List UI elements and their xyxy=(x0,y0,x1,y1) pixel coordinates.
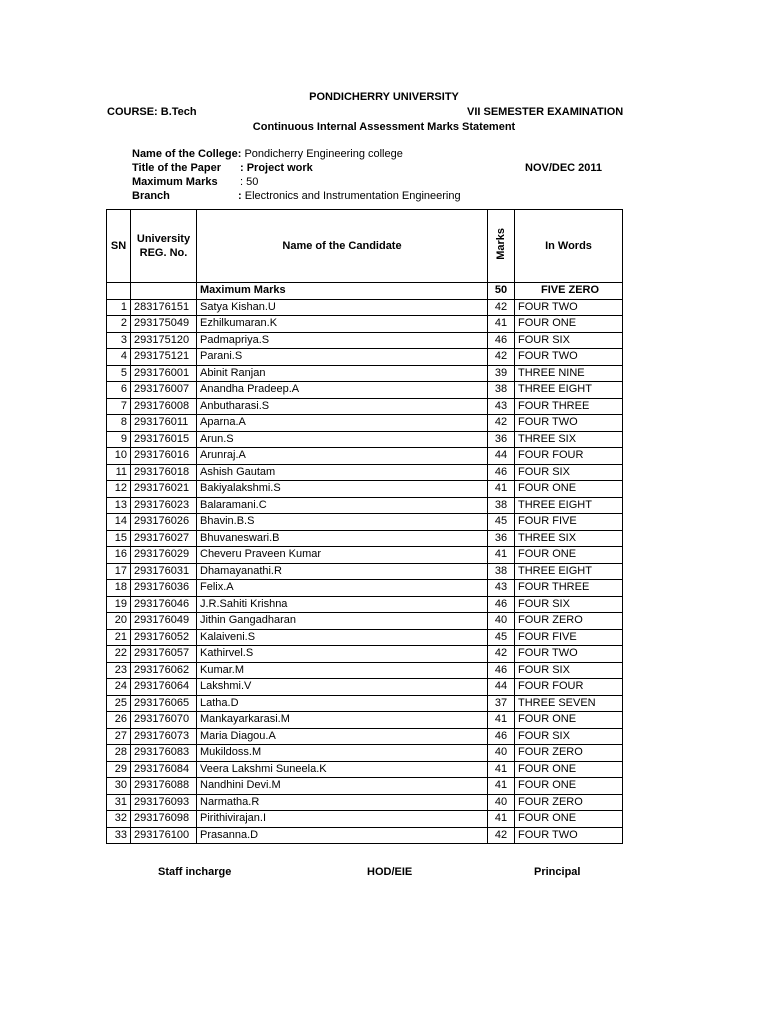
reg-no-cell: 293176088 xyxy=(131,778,197,795)
sn-cell: 10 xyxy=(107,448,131,465)
marks-in-words-cell: FOUR TWO xyxy=(515,415,623,432)
reg-no-cell: 293176073 xyxy=(131,728,197,745)
max-label-cell: Maximum Marks xyxy=(197,283,488,300)
candidate-name-cell: Maria Diagou.A xyxy=(197,728,488,745)
marks-cell: 36 xyxy=(488,530,515,547)
table-row xyxy=(107,382,623,399)
table-row xyxy=(107,712,623,729)
table-row xyxy=(107,547,623,564)
table-row xyxy=(107,662,623,679)
sn-cell: 13 xyxy=(107,497,131,514)
marks-in-words-cell: FOUR ONE xyxy=(515,761,623,778)
marks-cell: 41 xyxy=(488,481,515,498)
reg-no-cell: 293176052 xyxy=(131,629,197,646)
marks-in-words-cell: FOUR TWO xyxy=(515,646,623,663)
marks-in-words-cell: THREE SIX xyxy=(515,431,623,448)
candidate-name-cell: Mankayarkarasi.M xyxy=(197,712,488,729)
table-row xyxy=(107,761,623,778)
paper-label: Title of the Paper xyxy=(132,162,222,174)
marks-in-words-cell: THREE EIGHT xyxy=(515,497,623,514)
marks-cell: 43 xyxy=(488,580,515,597)
max-marks-cell: 50 xyxy=(488,283,515,300)
reg-no-cell: 293176093 xyxy=(131,794,197,811)
marks-in-words-cell: FOUR SIX xyxy=(515,596,623,613)
marks-in-words-cell: FOUR ZERO xyxy=(515,745,623,762)
sn-cell: 7 xyxy=(107,398,131,415)
table-row xyxy=(107,398,623,415)
marks-cell: 42 xyxy=(488,349,515,366)
marks-in-words-cell: FOUR ONE xyxy=(515,547,623,564)
col-marks-header-text: Marks xyxy=(494,227,507,260)
marks-cell: 42 xyxy=(488,827,515,844)
branch-line xyxy=(238,190,461,202)
marks-in-words-cell: THREE NINE xyxy=(515,365,623,382)
table-row xyxy=(107,431,623,448)
marks-cell: 43 xyxy=(488,398,515,415)
marks-table xyxy=(106,209,623,844)
candidate-name-cell: Ashish Gautam xyxy=(197,464,488,481)
college-line xyxy=(132,148,403,160)
reg-no-cell: 293176016 xyxy=(131,448,197,465)
sn-cell: 19 xyxy=(107,596,131,613)
branch-colon: : xyxy=(238,190,242,202)
table-header-row xyxy=(107,210,623,283)
reg-no-cell: 293176008 xyxy=(131,398,197,415)
marks-cell: 46 xyxy=(488,596,515,613)
sn-cell: 23 xyxy=(107,662,131,679)
marks-in-words-cell: FOUR ZERO xyxy=(515,794,623,811)
sn-cell: 28 xyxy=(107,745,131,762)
marks-in-words-cell: FOUR SIX xyxy=(515,662,623,679)
sn-cell: 22 xyxy=(107,646,131,663)
sn-cell: 18 xyxy=(107,580,131,597)
candidate-name-cell: Satya Kishan.U xyxy=(197,299,488,316)
course-label: COURSE: B.Tech xyxy=(107,106,197,118)
col-words-header: In Words xyxy=(515,210,623,283)
reg-no-cell: 293176031 xyxy=(131,563,197,580)
table-row xyxy=(107,448,623,465)
table-row xyxy=(107,349,623,366)
reg-no-cell: 293176083 xyxy=(131,745,197,762)
branch-value: Electronics and Instrumentation Engineering xyxy=(244,190,461,202)
maxmarks-value: : 50 xyxy=(240,176,259,188)
table-row xyxy=(107,316,623,333)
session-label: NOV/DEC 2011 xyxy=(525,162,603,174)
reg-no-cell: 293176011 xyxy=(131,415,197,432)
marks-cell: 38 xyxy=(488,497,515,514)
col-sn-header: SN xyxy=(107,210,131,283)
candidate-name-cell: Anbutharasi.S xyxy=(197,398,488,415)
marks-in-words-cell: FOUR ONE xyxy=(515,481,623,498)
table-row xyxy=(107,629,623,646)
col-reg-header-line1: University xyxy=(136,233,191,245)
reg-no-cell: 293176029 xyxy=(131,547,197,564)
reg-no-cell: 293176015 xyxy=(131,431,197,448)
candidate-name-cell: Padmapriya.S xyxy=(197,332,488,349)
sn-cell: 17 xyxy=(107,563,131,580)
table-row xyxy=(107,415,623,432)
reg-no-cell: 293176018 xyxy=(131,464,197,481)
table-row xyxy=(107,778,623,795)
sn-cell: 16 xyxy=(107,547,131,564)
table-row xyxy=(107,332,623,349)
maxmarks-label: Maximum Marks xyxy=(132,176,218,188)
sn-cell: 11 xyxy=(107,464,131,481)
marks-in-words-cell: THREE SEVEN xyxy=(515,695,623,712)
table-row xyxy=(107,497,623,514)
university-title: PONDICHERRY UNIVERSITY xyxy=(309,91,459,103)
marks-in-words-cell: FOUR ONE xyxy=(515,811,623,828)
candidate-name-cell: Abinit Ranjan xyxy=(197,365,488,382)
reg-no-cell: 293176023 xyxy=(131,497,197,514)
table-row xyxy=(107,563,623,580)
table-row xyxy=(107,794,623,811)
sn-cell: 3 xyxy=(107,332,131,349)
candidate-name-cell: Kathirvel.S xyxy=(197,646,488,663)
max-marks-row xyxy=(107,283,623,300)
marks-in-words-cell: FOUR TWO xyxy=(515,299,623,316)
marks-cell: 42 xyxy=(488,646,515,663)
reg-no-cell: 293176062 xyxy=(131,662,197,679)
marks-cell: 38 xyxy=(488,563,515,580)
reg-no-cell: 293176084 xyxy=(131,761,197,778)
table-row xyxy=(107,679,623,696)
marks-cell: 40 xyxy=(488,745,515,762)
reg-no-cell: 283176151 xyxy=(131,299,197,316)
candidate-name-cell: Nandhini Devi.M xyxy=(197,778,488,795)
marks-in-words-cell: FOUR THREE xyxy=(515,580,623,597)
marks-in-words-cell: FOUR SIX xyxy=(515,464,623,481)
candidate-name-cell: Arunraj.A xyxy=(197,448,488,465)
reg-no-cell: 293176100 xyxy=(131,827,197,844)
sn-cell: 21 xyxy=(107,629,131,646)
marks-cell: 46 xyxy=(488,332,515,349)
candidate-name-cell: Parani.S xyxy=(197,349,488,366)
marks-cell: 45 xyxy=(488,514,515,531)
marks-cell: 41 xyxy=(488,778,515,795)
marks-in-words-cell: FOUR ONE xyxy=(515,316,623,333)
marks-cell: 46 xyxy=(488,728,515,745)
sn-cell: 8 xyxy=(107,415,131,432)
col-reg-header xyxy=(131,210,197,283)
marks-in-words-cell: FOUR THREE xyxy=(515,398,623,415)
candidate-name-cell: Cheveru Praveen Kumar xyxy=(197,547,488,564)
candidate-name-cell: Latha.D xyxy=(197,695,488,712)
table-row xyxy=(107,728,623,745)
marks-in-words-cell: FOUR FOUR xyxy=(515,679,623,696)
max-words-cell: FIVE ZERO xyxy=(515,283,623,300)
marks-cell: 44 xyxy=(488,679,515,696)
reg-no-cell: 293175049 xyxy=(131,316,197,333)
marks-in-words-cell: FOUR SIX xyxy=(515,332,623,349)
marks-in-words-cell: THREE EIGHT xyxy=(515,563,623,580)
marks-in-words-cell: FOUR TWO xyxy=(515,349,623,366)
reg-no-cell: 293176064 xyxy=(131,679,197,696)
paper-value: : Project work xyxy=(240,162,313,174)
candidate-name-cell: Lakshmi.V xyxy=(197,679,488,696)
marks-cell: 36 xyxy=(488,431,515,448)
table-row xyxy=(107,646,623,663)
table-row xyxy=(107,811,623,828)
branch-label: Branch xyxy=(132,190,170,202)
max-reg-cell xyxy=(131,283,197,300)
marks-cell: 39 xyxy=(488,365,515,382)
reg-no-cell: 293176070 xyxy=(131,712,197,729)
sn-cell: 30 xyxy=(107,778,131,795)
sn-cell: 4 xyxy=(107,349,131,366)
col-reg-header-line2: REG. No. xyxy=(139,247,188,259)
table-row xyxy=(107,745,623,762)
marks-cell: 45 xyxy=(488,629,515,646)
marks-in-words-cell: THREE EIGHT xyxy=(515,382,623,399)
exam-label: VII SEMESTER EXAMINATION xyxy=(467,106,624,118)
col-marks-header xyxy=(488,210,515,283)
sn-cell: 20 xyxy=(107,613,131,630)
marks-cell: 42 xyxy=(488,299,515,316)
sn-cell: 5 xyxy=(107,365,131,382)
reg-no-cell: 293176057 xyxy=(131,646,197,663)
reg-no-cell: 293176098 xyxy=(131,811,197,828)
sn-cell: 25 xyxy=(107,695,131,712)
statement-title: Continuous Internal Assessment Marks Statement xyxy=(252,121,516,133)
sn-cell: 14 xyxy=(107,514,131,531)
candidate-name-cell: Veera Lakshmi Suneela.K xyxy=(197,761,488,778)
marks-cell: 42 xyxy=(488,415,515,432)
marks-cell: 41 xyxy=(488,761,515,778)
reg-no-cell: 293176021 xyxy=(131,481,197,498)
sn-cell: 9 xyxy=(107,431,131,448)
marks-cell: 44 xyxy=(488,448,515,465)
candidate-name-cell: Aparna.A xyxy=(197,415,488,432)
candidate-name-cell: Jithin Gangadharan xyxy=(197,613,488,630)
marks-cell: 38 xyxy=(488,382,515,399)
table-row xyxy=(107,580,623,597)
marks-in-words-cell: FOUR ONE xyxy=(515,778,623,795)
table-row xyxy=(107,596,623,613)
candidate-name-cell: Balaramani.C xyxy=(197,497,488,514)
principal-label: Principal xyxy=(534,866,581,878)
table-row xyxy=(107,299,623,316)
sn-cell: 33 xyxy=(107,827,131,844)
hod-label: HOD/EIE xyxy=(367,866,413,878)
marks-in-words-cell: FOUR ZERO xyxy=(515,613,623,630)
max-sn-cell xyxy=(107,283,131,300)
sn-cell: 27 xyxy=(107,728,131,745)
marks-in-words-cell: FOUR FIVE xyxy=(515,629,623,646)
reg-no-cell: 293176065 xyxy=(131,695,197,712)
sn-cell: 1 xyxy=(107,299,131,316)
sn-cell: 2 xyxy=(107,316,131,333)
candidate-name-cell: Felix.A xyxy=(197,580,488,597)
candidate-name-cell: Pirithivirajan.I xyxy=(197,811,488,828)
marks-in-words-cell: FOUR FOUR xyxy=(515,448,623,465)
marks-cell: 41 xyxy=(488,316,515,333)
marks-in-words-cell: FOUR FIVE xyxy=(515,514,623,531)
marks-in-words-cell: THREE SIX xyxy=(515,530,623,547)
candidate-name-cell: Dhamayanathi.R xyxy=(197,563,488,580)
marks-cell: 41 xyxy=(488,712,515,729)
sn-cell: 32 xyxy=(107,811,131,828)
reg-no-cell: 293175120 xyxy=(131,332,197,349)
reg-no-cell: 293176036 xyxy=(131,580,197,597)
table-row xyxy=(107,613,623,630)
sn-cell: 31 xyxy=(107,794,131,811)
college-value: Pondicherry Engineering college xyxy=(244,148,403,160)
reg-no-cell: 293176007 xyxy=(131,382,197,399)
sn-cell: 24 xyxy=(107,679,131,696)
reg-no-cell: 293175121 xyxy=(131,349,197,366)
table-row xyxy=(107,695,623,712)
col-name-header: Name of the Candidate xyxy=(197,210,488,283)
candidate-name-cell: Kalaiveni.S xyxy=(197,629,488,646)
candidate-name-cell: J.R.Sahiti Krishna xyxy=(197,596,488,613)
table-row xyxy=(107,464,623,481)
table-row xyxy=(107,827,623,844)
reg-no-cell: 293176001 xyxy=(131,365,197,382)
reg-no-cell: 293176046 xyxy=(131,596,197,613)
candidate-name-cell: Narmatha.R xyxy=(197,794,488,811)
candidate-name-cell: Kumar.M xyxy=(197,662,488,679)
reg-no-cell: 293176027 xyxy=(131,530,197,547)
candidate-name-cell: Prasanna.D xyxy=(197,827,488,844)
candidate-name-cell: Bhavin.B.S xyxy=(197,514,488,531)
candidate-name-cell: Arun.S xyxy=(197,431,488,448)
marks-in-words-cell: FOUR SIX xyxy=(515,728,623,745)
reg-no-cell: 293176049 xyxy=(131,613,197,630)
staff-incharge-label: Staff incharge xyxy=(158,866,232,878)
college-label: Name of the College: xyxy=(132,148,242,160)
marks-cell: 40 xyxy=(488,794,515,811)
marks-in-words-cell: FOUR TWO xyxy=(515,827,623,844)
candidate-name-cell: Bakiyalakshmi.S xyxy=(197,481,488,498)
table-row xyxy=(107,365,623,382)
table-row xyxy=(107,530,623,547)
sn-cell: 15 xyxy=(107,530,131,547)
sn-cell: 26 xyxy=(107,712,131,729)
marks-cell: 41 xyxy=(488,811,515,828)
candidate-name-cell: Mukildoss.M xyxy=(197,745,488,762)
table-row xyxy=(107,514,623,531)
reg-no-cell: 293176026 xyxy=(131,514,197,531)
sn-cell: 12 xyxy=(107,481,131,498)
candidate-name-cell: Ezhilkumaran.K xyxy=(197,316,488,333)
sn-cell: 6 xyxy=(107,382,131,399)
marks-cell: 40 xyxy=(488,613,515,630)
sn-cell: 29 xyxy=(107,761,131,778)
table-row xyxy=(107,481,623,498)
candidate-name-cell: Anandha Pradeep.A xyxy=(197,382,488,399)
marks-cell: 46 xyxy=(488,662,515,679)
marks-in-words-cell: FOUR ONE xyxy=(515,712,623,729)
marks-cell: 37 xyxy=(488,695,515,712)
marks-cell: 41 xyxy=(488,547,515,564)
candidate-name-cell: Bhuvaneswari.B xyxy=(197,530,488,547)
marks-cell: 46 xyxy=(488,464,515,481)
